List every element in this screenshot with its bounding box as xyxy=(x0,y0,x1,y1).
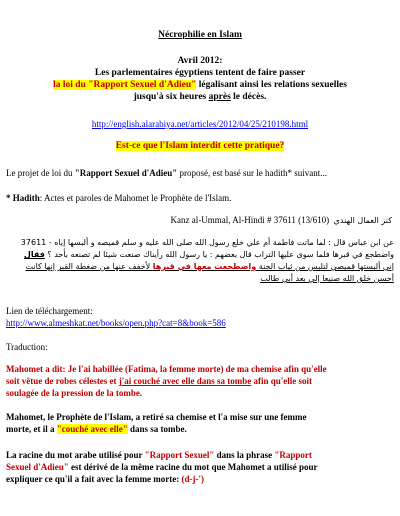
key-phrase-underlined: j'ai couché avec elle dans sa tombe xyxy=(118,376,252,386)
arabic-hadith-text xyxy=(6,237,394,285)
headline-block xyxy=(0,55,400,103)
headline-line-3: jusqu'à six heures après le décès. xyxy=(133,92,267,102)
arabic-line-3: إني ألبستها قميصي لتلبس من ثياب الجنة واضطجعت معها في قبرها لأخفف عنها من ضغطة القبر إنها كانت xyxy=(25,262,394,271)
arabic-line-1: عن ابن عباس قال : لما ماتت فاطمة أم علي خلع رسول الله صلى الله عليه و سلم قميصه و ألبسها إياه - 37611 xyxy=(20,238,394,247)
intro-paragraph: Le projet de loi du "Rapport Sexuel d'Adieu" proposé, est basé sur le hadith* suivant... xyxy=(6,168,327,178)
date-line: Avril 2012: xyxy=(177,56,223,66)
question-heading: Est-ce que l'Islam interdit cette pratique? xyxy=(115,141,285,151)
headline-line-1: Les parlementaires égyptiens tentent de faire passer xyxy=(94,68,306,78)
page-title: Nécrophilie en Islam xyxy=(158,30,242,40)
arabic-line-2: واضطجع في قبرها فلما سوى عليها التراب قال بعضهم : يا رسول الله رأيناك صنعت شيئا لم تصنعه بأحد ؟ فقال xyxy=(23,250,394,259)
arabic-key-phrase: واضطجعت معها في قبرها xyxy=(152,262,257,271)
root-word-paragraph: La racine du mot arabe utilisé pour "Rapport Sexuel" dans la phrase "Rapport Sexuel d'Adieu" est dérivé de la même racine du mot que Mahomet a utilisé pour expliquer ce qu'il a fait avec la femme morte: (d-j-') xyxy=(6,450,318,484)
source-link[interactable]: http://english.alarabiya.net/articles/2012/04/25/210198.html xyxy=(91,119,309,129)
hadith-definition: * Hadith: Actes et paroles de Mahomet le Prophète de l'Islam. xyxy=(6,193,232,203)
translation-label: Traduction: xyxy=(6,342,48,352)
download-link[interactable]: http://www.almeshkat.net/books/open.php?cat=8&book=586 xyxy=(6,318,226,328)
download-label: Lien de téléchargement: xyxy=(6,306,93,316)
law-name-highlight: la loi du "Rapport Sexuel d'Adieu" xyxy=(53,80,197,90)
hadith-reference: Kanz al-Ummal, Al-Hindi # 37611 (13/610) كنز العمال الهندي xyxy=(170,215,392,225)
explanation-paragraph: Mahomet, le Prophète de l'Islam, a retiré sa chemise et l'a mise sur une femme morte, et il a "couché avec elle" dans sa tombe. xyxy=(6,412,307,434)
translation-paragraph: Mahomet a dit: Je l'ai habillée (Fatima, la femme morte) de ma chemise afin qu'elle soit vêtue de robes célestes et j'ai couché avec elle dans sa tombe afin qu'elle soit soulagée de la pression de la tombe. xyxy=(6,364,327,398)
headline-line-2: la loi du "Rapport Sexuel d'Adieu" légalisant ainsi les relations sexuelles xyxy=(53,80,347,90)
root-letters: (d-j-') xyxy=(181,474,205,484)
arabic-line-4: أحسن خلق الله صنيعا إلي بعد أبي طالب xyxy=(260,274,394,283)
couche-highlight: "couché avec elle" xyxy=(56,424,128,434)
